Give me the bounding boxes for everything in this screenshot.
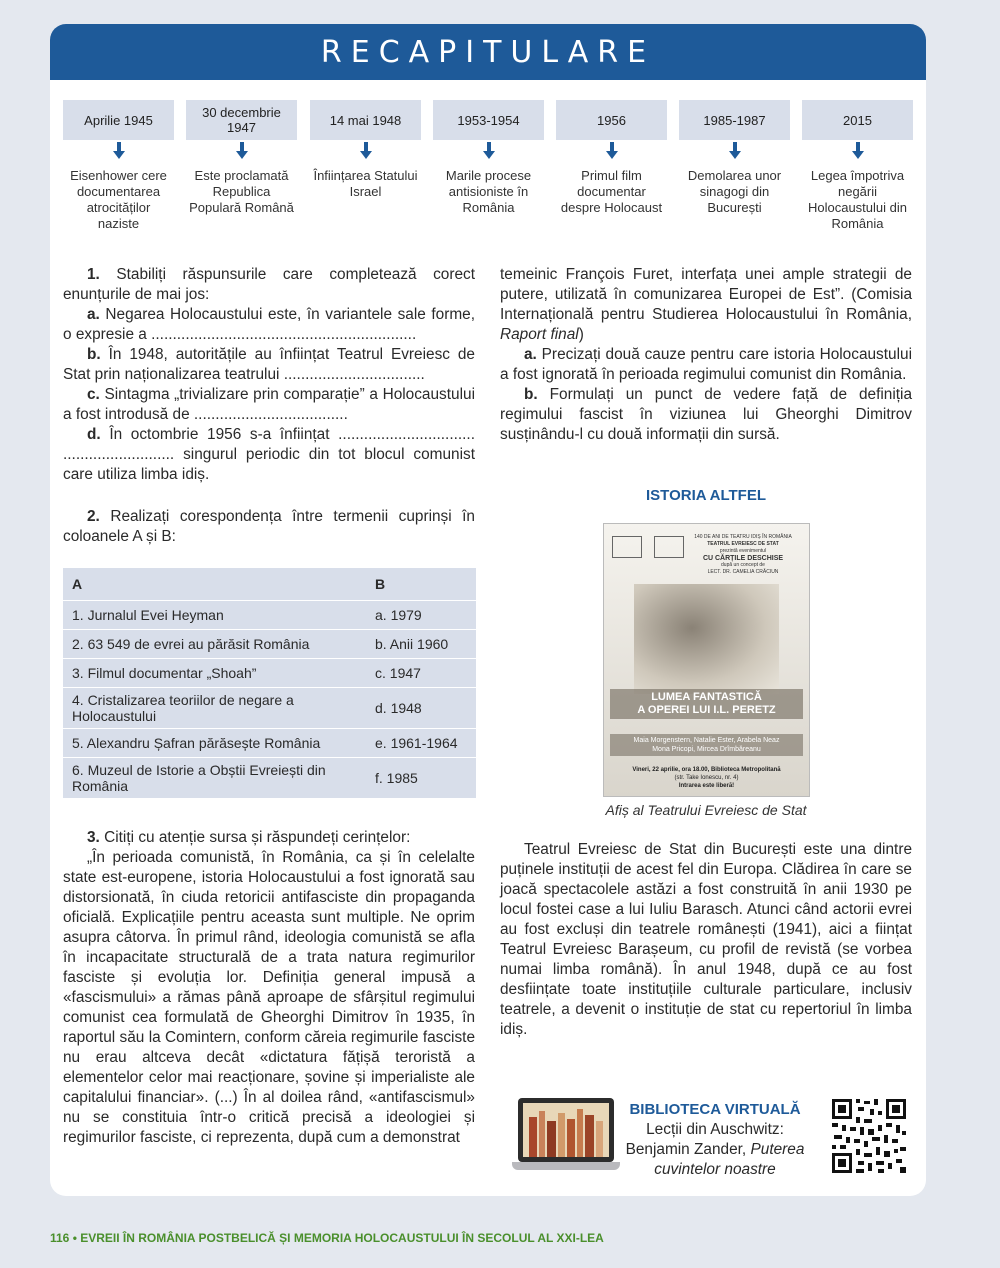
poster-photo [634, 584, 779, 694]
poster-caption: Afiș al Teatrului Evreiesc de Stat [605, 802, 807, 818]
poster-title [610, 689, 803, 719]
column-header-b: B [366, 568, 476, 601]
chapter-title: EVREII ÎN ROMÂNIA POSTBELICĂ ȘI MEMORIA HOLOCAUSTULUI ÎN SECOLUL AL XXI-LEA [80, 1231, 604, 1245]
book-icon [577, 1109, 583, 1157]
timeline-date: 1956 [556, 100, 667, 140]
question-number: 2. [87, 508, 100, 525]
book-icon [558, 1113, 565, 1157]
theatre-poster [603, 523, 810, 797]
poster-cast-line: Maia Morgenstern, Natalie Ester, Arabela Neaz [633, 737, 780, 744]
laptop-screen [518, 1098, 614, 1162]
bookshelf-image [523, 1103, 609, 1157]
table-cell-b: e. 1961-1964 [366, 729, 476, 758]
table-header-row [63, 568, 476, 601]
source-title: Raport final [500, 326, 579, 343]
question-3a [500, 345, 912, 385]
question-3b [500, 385, 912, 445]
poster-line: LECT. DR. CAMELIA CRĂCIUN [707, 569, 779, 575]
table-cell-a: 4. Cristalizarea teoriilor de negare a Holocaustului [63, 688, 366, 729]
timeline-date: 2015 [802, 100, 913, 140]
table-row [63, 758, 476, 799]
footer-separator: • [72, 1231, 77, 1245]
timeline-event: Înființarea Statului Israel [313, 168, 418, 199]
item-letter: d. [87, 426, 101, 443]
poster-line: CU CĂRȚILE DESCHISE [702, 555, 784, 562]
question-1b [63, 345, 475, 385]
timeline-item [433, 100, 544, 216]
question-1a [63, 305, 475, 345]
item-text: În octombrie 1956 s-a înființat ................................ .......................... singurul periodic din tot blocul comunist care utiliza limba idiș. [63, 426, 475, 483]
theatre-logo-icon [654, 536, 684, 558]
poster-title-line: LUMEA FANTASTICĂ [651, 691, 762, 703]
question-2 [63, 507, 475, 547]
biblioteca-line [610, 1140, 820, 1180]
table-cell-a: 2. 63 549 de evrei au părăsit România [63, 630, 366, 659]
biblioteca-text [610, 1120, 820, 1180]
arrow-down-icon [483, 142, 495, 160]
table-row [63, 688, 476, 729]
table-cell-a: 5. Alexandru Șafran părăsește România [63, 729, 366, 758]
matching-table [63, 568, 476, 798]
item-text: Sintagma „trivializare prin comparație” a Holocaustului a fost introdusă de .................................... [63, 386, 475, 423]
source-quote-part-2 [500, 265, 912, 345]
arrow-down-icon [360, 142, 372, 160]
page-title: RECAPITULARE [320, 34, 656, 70]
column-header-a: A [63, 568, 366, 601]
page-number: 116 [50, 1231, 70, 1245]
table-cell-b: a. 1979 [366, 601, 476, 630]
item-letter: a. [524, 346, 537, 363]
poster-cast [610, 734, 803, 756]
arrow-down-icon [236, 142, 248, 160]
book-icon [585, 1115, 594, 1157]
poster-line: 140 DE ANI DE TEATRU IDIȘ ÎN ROMÂNIA [694, 534, 792, 540]
poster-date-line: (str. Take Ionescu, nr. 4) [674, 775, 739, 781]
item-text: În 1948, autoritățile au înființat Teatrul Evreiesc de Stat prin naționalizarea teatrului ................................. [63, 346, 475, 383]
table-cell-b: c. 1947 [366, 659, 476, 688]
table-row [63, 630, 476, 659]
question-1c [63, 385, 475, 425]
timeline-date: 14 mai 1948 [310, 100, 421, 140]
timeline-item [186, 100, 297, 216]
table-cell-b: b. Anii 1960 [366, 630, 476, 659]
timeline-item [802, 100, 913, 232]
question-number: 1. [87, 266, 100, 283]
arrow-down-icon [113, 142, 125, 160]
timeline-date: 1985-1987 [679, 100, 790, 140]
table-cell-a: 6. Muzeul de Istorie a Obștii Evreiești din România [63, 758, 366, 799]
table-row [63, 659, 476, 688]
timeline-item [310, 100, 421, 200]
biblioteca-video-title: Puterea cuvintelor noastre [654, 1141, 805, 1178]
theatre-description [500, 840, 912, 1040]
table-cell-a: 3. Filmul documentar „Shoah” [63, 659, 366, 688]
question-1d [63, 425, 475, 485]
timeline-event: Primul film documentar despre Holocaust [560, 168, 663, 215]
timeline-date: 30 decembrie 1947 [186, 100, 297, 140]
biblioteca-virtuala-title: BIBLIOTECA VIRTUALĂ [629, 1101, 801, 1118]
arrow-down-icon [852, 142, 864, 160]
timeline-date: 1953-1954 [433, 100, 544, 140]
poster-line: după un concept de [721, 562, 765, 568]
timeline-event: Marile procese antisioniste în România [445, 168, 532, 215]
source-text: temeinic François Furet, interfața unei ample strategii de putere, utilizată în comunizarea Europei de Est”. (Comisia Internațională pentru Studierea Holocaustului în România, [500, 266, 912, 323]
timeline [63, 100, 913, 240]
item-text: Precizați două cauze pentru care istoria Holocaustului a fost ignorată în perioada regimului comunist din România. [500, 346, 912, 383]
biblioteca-author: Benjamin Zander, [625, 1141, 747, 1158]
question-number: 3. [87, 829, 100, 846]
poster-header [684, 534, 802, 576]
table-cell-b: d. 1948 [366, 688, 476, 729]
question-text: Realizați corespondența între termenii cuprinși în coloanele A și B: [63, 508, 475, 545]
biblioteca-line: Lecții din Auschwitz: [646, 1121, 784, 1138]
timeline-event: Eisenhower cere documentarea atrocităților naziste [70, 168, 167, 231]
question-text: Citiți cu atenție sursa și răspundeți cerințelor: [104, 829, 411, 846]
item-letter: b. [524, 386, 538, 403]
timeline-item [679, 100, 790, 216]
timeline-event: Legea împotriva negării Holocaustului din România [807, 168, 907, 231]
arrow-down-icon [606, 142, 618, 160]
table-cell-b: f. 1985 [366, 758, 476, 799]
source-close: ) [578, 326, 584, 343]
item-text: Formulați un punct de vedere față de definiția regimului fascist în viziunea lui Gheorghi Dimitrov susținându-l cu două informații din sursă. [500, 386, 913, 443]
item-letter: c. [87, 386, 100, 403]
poster-line: prezintă evenimentul [719, 548, 767, 554]
table-row [63, 601, 476, 630]
poster-title-line: A OPEREI LUI I.L. PERETZ [637, 704, 776, 716]
book-icon [539, 1111, 545, 1157]
exercise-column-right [500, 265, 912, 445]
item-letter: b. [87, 346, 101, 363]
timeline-event: Este proclamată Republica Populară Română [189, 168, 294, 215]
page-footer [50, 1231, 950, 1245]
poster-date-line: Vineri, 22 aprilie, ora 18.00, Biblioteca Metropolitană [632, 767, 781, 773]
book-icon [547, 1121, 556, 1157]
book-icon [596, 1121, 603, 1157]
question-3-intro [63, 828, 475, 848]
table-row [63, 729, 476, 758]
timeline-item [63, 100, 174, 232]
question-1 [63, 265, 475, 305]
timeline-item [556, 100, 667, 216]
theatre-paragraph: Teatrul Evreiesc de Stat din București este una dintre puținele instituții de acest fel din Europa. Clădirea în care se joacă spectacolele astăzi a fost construită în anii 1930 pe locul fostei case a lui Iuliu Barasch. Atunci când actorii evrei au fost excluși din teatrele românești (1941), aici a ființat Teatrul Evreiesc Barașeum, cu profil de revistă (se vorbea numai limba română). În anul 1948, după ce au fost desființate toate instituțiile culturale particulare, inclusiv teatrele, a devenit o instituție de stat cu repertoriul în limba idiș. [500, 841, 912, 1038]
item-text: Negarea Holocaustului este, în variantele sale forme, o expresie a .............................................................. [63, 306, 475, 343]
item-letter: a. [87, 306, 100, 323]
book-icon [567, 1119, 575, 1157]
poster-date [610, 766, 803, 790]
poster-cast-line: Mona Pricopi, Mircea Drîmbăreanu [652, 746, 761, 753]
laptop-icon [512, 1098, 620, 1176]
timeline-event: Demolarea unor sinagogi din București [687, 168, 782, 215]
question-3 [63, 828, 475, 1148]
poster-line: TEATRUL EVREIESC DE STAT [707, 541, 779, 547]
header-band [50, 24, 926, 80]
qr-code-icon[interactable] [830, 1097, 908, 1175]
question-text: Stabiliți răspunsurile care completează corect enunțurile de mai jos: [63, 266, 476, 303]
laptop-base [512, 1162, 620, 1170]
arrow-down-icon [729, 142, 741, 160]
source-quote-part-1: „În perioada comunistă, în România, ca și în celelalte state est-europene, istoria Holocaustului a fost ignorată sau distorsionată, în ciuda retoricii antifasciste din propaganda oficială. Explicațiile pentru aceasta sunt multiple. Ne oprim asupra câtorva. În primul rând, ideologia comunistă se afla în incapacitate structurală de a trata natura regimurilor fasciste și evoluția lor. Definiția general impusă a «fascismului» a rămas până aproape de sfârșitul regimului comunist cea formulată de Gheorghi Dimitrov în 1935, în raportul său la Comintern, conform căreia regimurile fasciste nu erau altceva decât «dictatura fățișă teroristă a elementelor celor mai reacționare, șovine și imperialiste ale capitalului financiar». (...) În al doilea rând, «antifascismul» nu se constituia într-o critică precisă a ideologiei și regimurilor fasciste, ci reprezenta, după cum a demonstrat [63, 849, 475, 1146]
theatre-logo-icon [612, 536, 642, 558]
poster-date-line: Intrarea este liberă! [678, 783, 735, 789]
exercise-column-left [63, 265, 475, 547]
book-icon [529, 1117, 537, 1157]
istoria-altfel-title: ISTORIA ALTFEL [646, 487, 766, 504]
timeline-date: Aprilie 1945 [63, 100, 174, 140]
table-cell-a: 1. Jurnalul Evei Heyman [63, 601, 366, 630]
